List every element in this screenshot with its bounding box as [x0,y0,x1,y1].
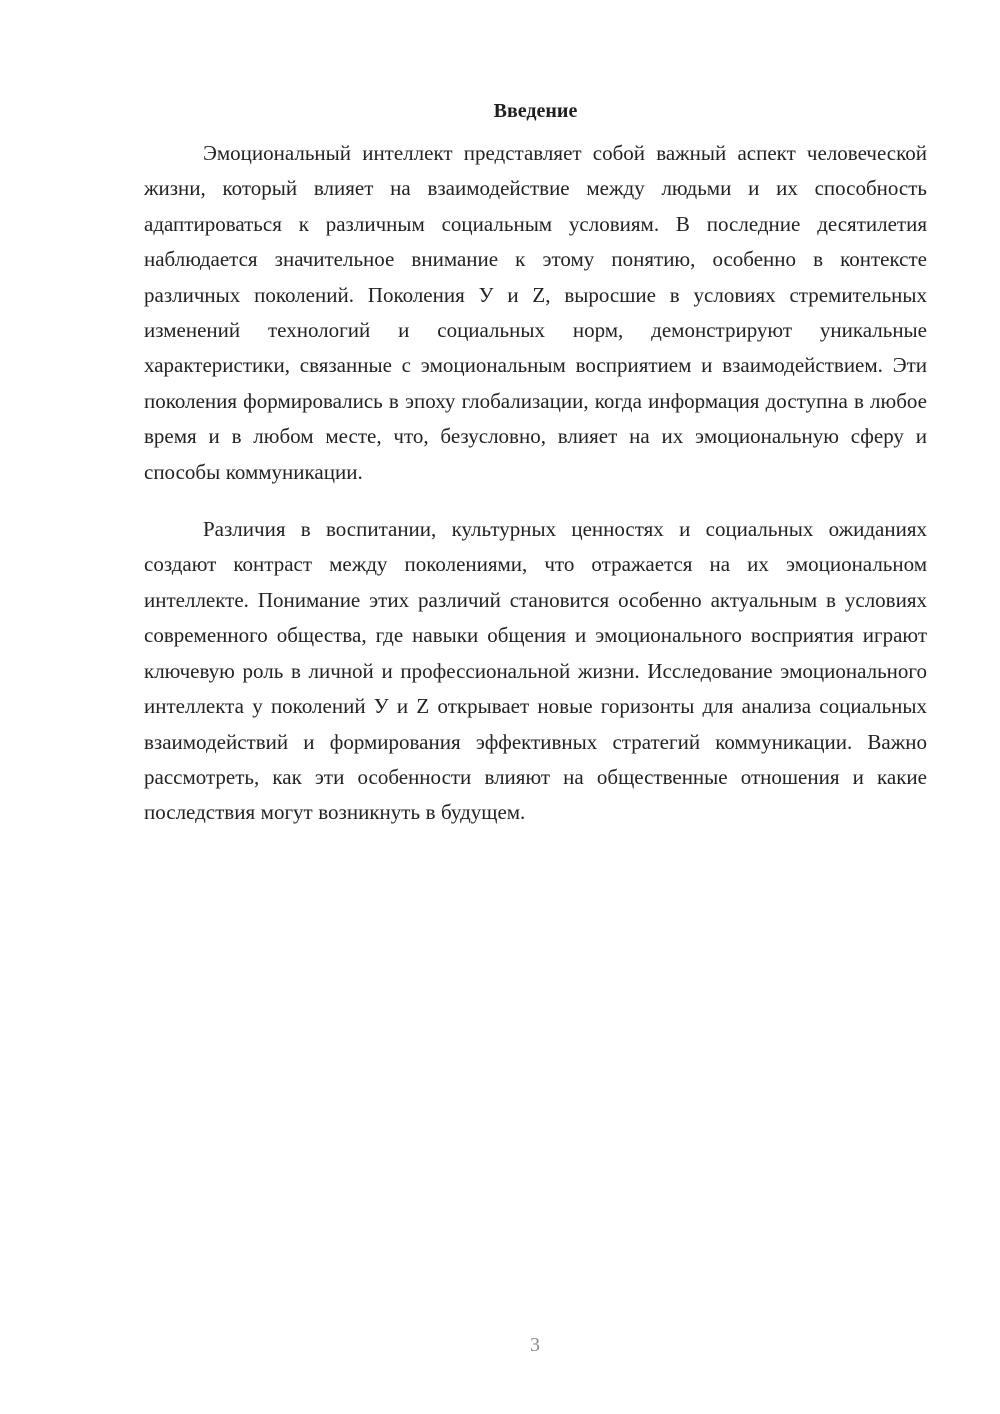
paragraph-2: Различия в воспитании, культурных ценностях и социальных ожиданиях создают контраст между поколениями, что отражается на их эмоциональном интеллекте. Понимание этих различий становится особенно актуальным в условиях современного общества, где навыки общения и эмоционального восприятия играют ключевую роль в личной и профессиональной жизни. Исследование эмоционального интеллекта у поколений У и Z открывает новые горизонты для анализа социальных взаимодействий и формирования эффективных стратегий коммуникации. Важно рассмотреть, как эти особенности влияют на общественные отношения и какие последствия могут возникнуть в будущем. [144,517,927,825]
page-content [144,96,927,831]
section-heading: Введение [493,100,578,122]
paragraph-1: Эмоциональный интеллект представляет собой важный аспект человеческой жизни, который влияет на взаимодействие между людьми и их способность адаптироваться к различным социальным условиям. В последние десятилетия наблюдается значительное внимание к этому понятию, особенно в контексте различных поколений. Поколения У и Z, выросшие в условиях стремительных изменений технологий и социальных норм, демонстрируют уникальные характеристики, связанные с эмоциональным восприятием и взаимодействием. Эти поколения формировались в эпоху глобализации, когда информация доступна в любое время и в любом месте, что, безусловно, влияет на их эмоциональную сферу и способы коммуникации. [144,141,927,484]
page-number: 3 [530,1334,540,1356]
